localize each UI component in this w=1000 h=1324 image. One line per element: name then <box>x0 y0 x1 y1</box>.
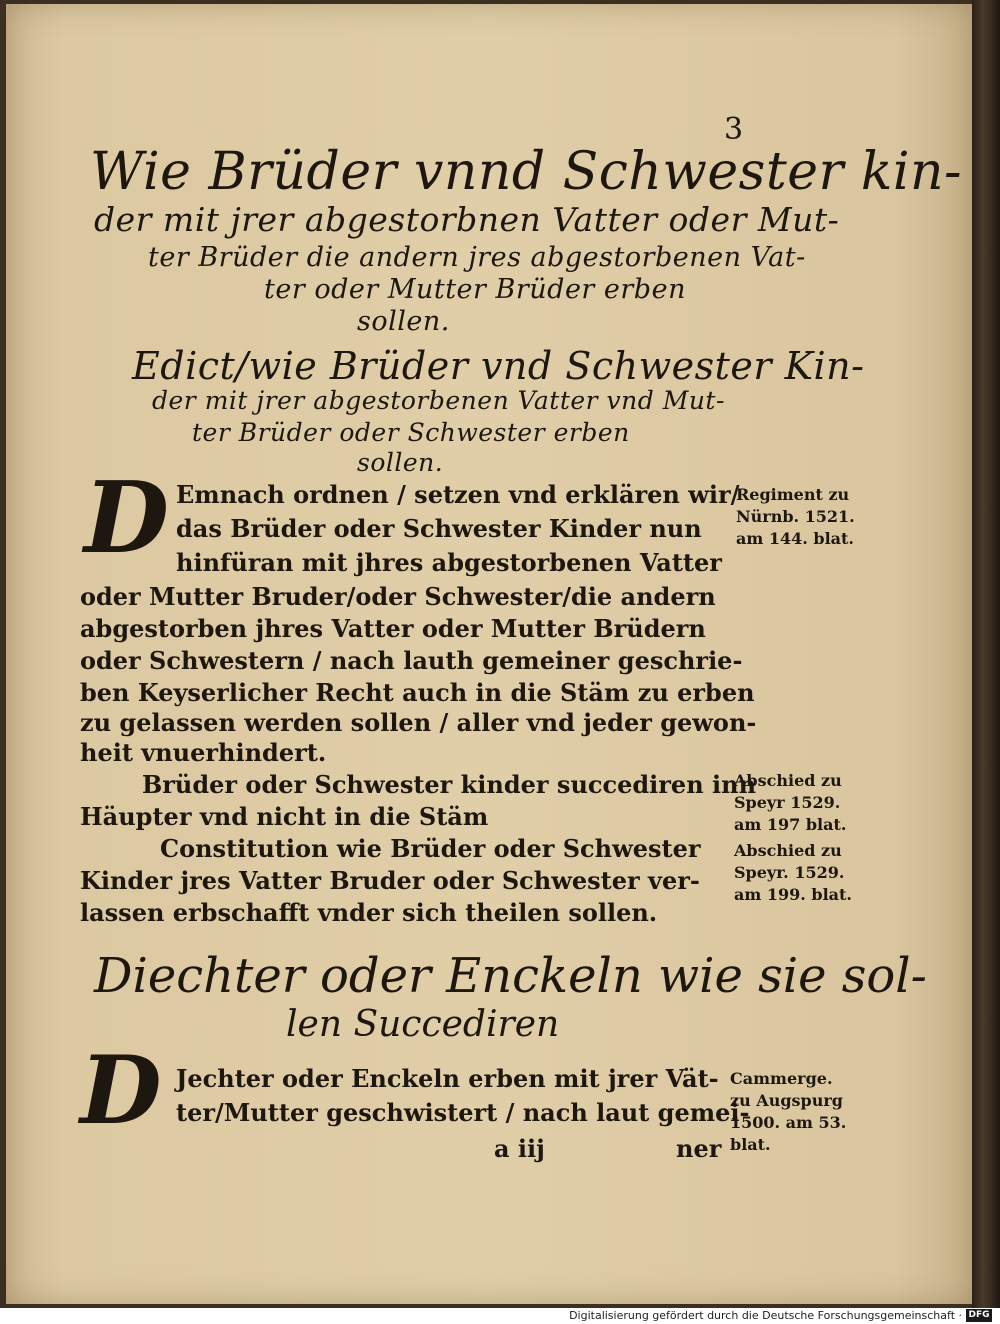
body-line: Brüder oder Schwester kinder succediren inn <box>142 770 757 799</box>
margin-note-line: Cammerge. <box>730 1069 833 1088</box>
page-number: 3 <box>724 112 744 147</box>
body-line: ben Keyserlicher Recht auch in die Stäm zu erben <box>80 678 755 707</box>
body-line: Häupter vnd nicht in die Stäm <box>80 802 489 831</box>
margin-note <box>736 484 855 550</box>
dfg-logo: DFG <box>966 1309 992 1322</box>
body-line: Emnach ordnen / setzen vnd erklären wir/ <box>176 480 740 509</box>
margin-note-line: Abschied zu <box>734 771 842 790</box>
margin-note-line: am 144. blat. <box>736 529 854 548</box>
margin-note-line: Regiment zu <box>736 485 850 504</box>
heading-1-line: ter oder Mutter Brüder erben <box>264 274 686 305</box>
body-line: das Brüder oder Schwester Kinder nun <box>176 514 702 543</box>
page-edge <box>972 0 1000 1308</box>
body-line: abgestorben jhres Vatter oder Mutter Brüdern <box>80 614 706 643</box>
margin-note <box>730 1068 846 1156</box>
heading-1-line: Wie Brüder vnnd Schwester kin- <box>90 142 963 202</box>
body-line: ter/Mutter geschwistert / nach laut gemei- <box>176 1098 750 1127</box>
body-line: heit vnuerhindert. <box>80 738 327 767</box>
margin-note-line: am 197 blat. <box>734 815 847 834</box>
heading-2-line: ter Brüder oder Schwester erben <box>192 418 630 447</box>
catchword: ner <box>676 1134 722 1163</box>
signature-mark: a iij <box>494 1134 545 1163</box>
drop-cap: D <box>84 461 169 576</box>
margin-note <box>734 770 846 836</box>
heading-1-line: der mit jrer abgestorbnen Vatter oder Mut- <box>94 200 840 239</box>
body-line: lassen erbschafft vnder sich theilen sollen. <box>80 898 658 927</box>
heading-2-line: sollen. <box>357 448 444 477</box>
margin-note-line: Speyr 1529. <box>734 793 841 812</box>
drop-cap: D <box>80 1036 162 1146</box>
margin-note-line: Abschied zu <box>734 841 842 860</box>
body-line: hinfüran mit jhres abgestorbenen Vatter <box>176 548 722 577</box>
body-line: Constitution wie Brüder oder Schwester <box>160 834 701 863</box>
footer-credit: Digitalisierung gefördert durch die Deutsche Forschungsgemeinschaft · <box>569 1309 962 1322</box>
margin-note-line: 1500. am 53. <box>730 1113 847 1132</box>
body-line: zu gelassen werden sollen / aller vnd jeder gewon- <box>80 708 757 737</box>
heading-1-line: ter Brüder die andern jres abgestorbenen Vat- <box>148 242 806 273</box>
margin-note-line: Speyr. 1529. <box>734 863 845 882</box>
margin-note-line: am 199. blat. <box>734 885 852 904</box>
heading-1-line: sollen. <box>357 306 450 337</box>
margin-note <box>734 840 852 906</box>
heading-3-line: len Succediren <box>286 1004 560 1045</box>
margin-note-line: zu Augspurg <box>730 1091 843 1110</box>
body-line: Jechter oder Enckeln erben mit jrer Vät- <box>176 1064 719 1093</box>
heading-2-line: der mit jrer abgestorbenen Vatter vnd Mut- <box>152 386 725 415</box>
margin-note-line: blat. <box>730 1135 771 1154</box>
heading-3-line: Diechter oder Enckeln wie sie sol- <box>94 948 927 1004</box>
heading-2-line: Edict/wie Brüder vnd Schwester Kin- <box>132 344 865 388</box>
margin-note-line: Nürnb. 1521. <box>736 507 855 526</box>
body-line: oder Schwestern / nach lauth gemeiner geschrie- <box>80 646 743 675</box>
body-line: oder Mutter Bruder/oder Schwester/die andern <box>80 582 716 611</box>
body-line: Kinder jres Vatter Bruder oder Schwester ver- <box>80 866 700 895</box>
